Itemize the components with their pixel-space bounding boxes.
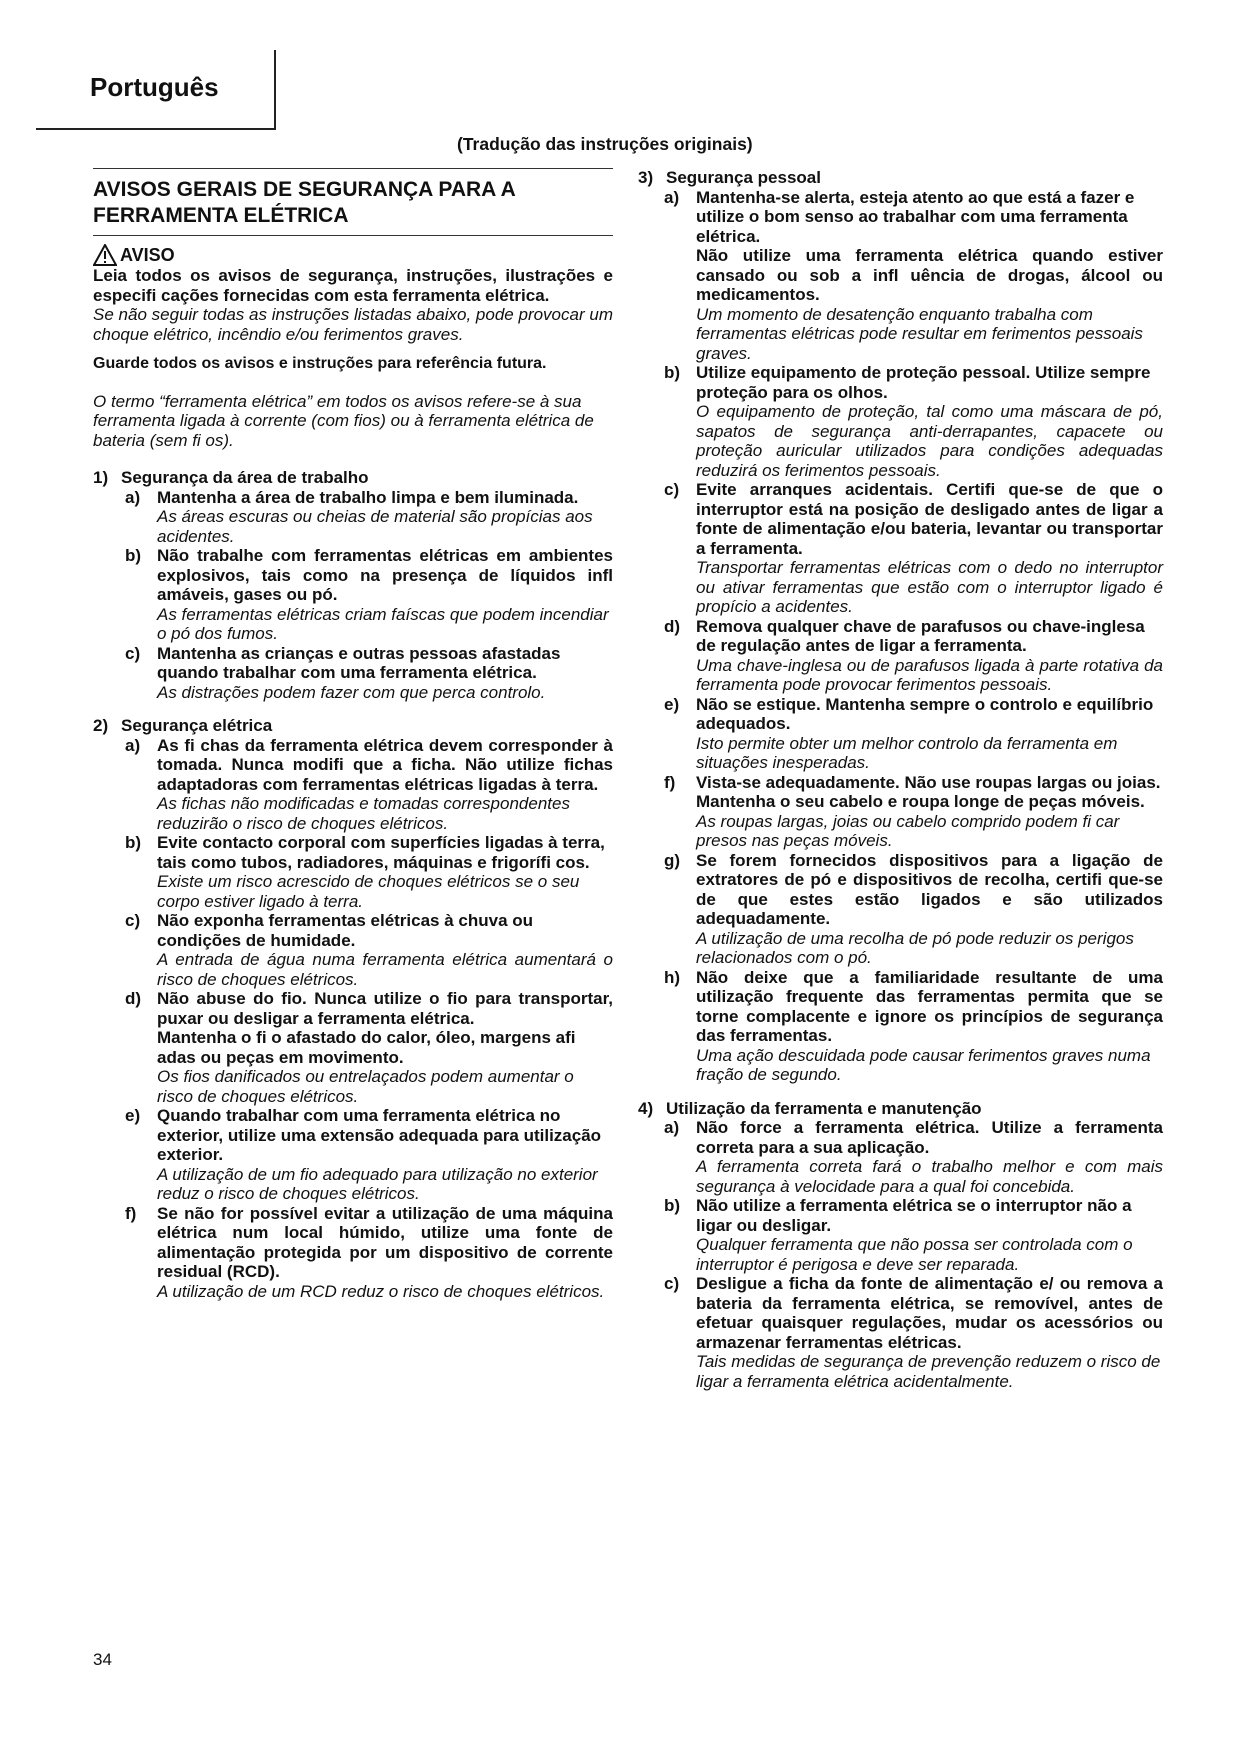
item-italic: As áreas escuras ou cheias de material são propícias aos acidentes. — [157, 507, 593, 546]
item-letter: b) — [664, 363, 681, 382]
item-bold: Não exponha ferramentas elétricas à chuva ou condições de humidade. — [157, 911, 534, 950]
item-letter: e) — [125, 1106, 141, 1125]
list-item — [664, 851, 1163, 968]
list-item — [125, 1204, 613, 1302]
item-italic: Os fios danificados ou entrelaçados podem aumentar o risco de choques elétricos. — [157, 1067, 574, 1106]
list-item — [125, 989, 613, 1106]
item-italic: Existe um risco acrescido de choques elétricos se o seu corpo estiver ligado à terra. — [157, 872, 580, 911]
section-number: 3) — [638, 168, 654, 187]
item-italic: A utilização de uma recolha de pó pode reduzir os perigos relacionados com o pó. — [696, 928, 1134, 967]
item-letter: a) — [664, 187, 680, 207]
item-bold: Utilize equipamento de proteção pessoal. Utilize sempre proteção para os olhos. — [696, 363, 1151, 402]
item-bold: Não abuse do fio. Nunca utilize o fio para transportar, puxar ou desligar a ferramenta elétrica. — [157, 989, 613, 1028]
section-3-heading — [638, 168, 1163, 188]
warning-bold-text: Leia todos os avisos de segurança, instruções, ilustrações e especifi cações fornecidas com esta ferramenta elétrica. — [93, 266, 613, 305]
item-bold: Evite contacto corporal com superfícies ligadas à terra, tais como tubos, radiadores, máquinas e frigorífi cos. — [157, 833, 605, 872]
item-italic: A ferramenta correta fará o trabalho melhor e com mais segurança à velocidade para a qual foi concebida. — [696, 1157, 1163, 1196]
section-title: Segurança pessoal — [666, 168, 821, 187]
item-bold: As fi chas da ferramenta elétrica devem corresponder à tomada. Nunca modifi que a ficha. Não utilize fichas adaptadoras com ferramentas elétricas ligadas à terra. — [157, 735, 613, 794]
list-item — [664, 773, 1163, 851]
section-number: 1) — [93, 468, 109, 487]
item-bold: Desligue a ficha da fonte de alimentação e/ ou remova a bateria da ferramenta elétrica, se removível, antes de efetuar quaisquer regulações, mudar os acessórios ou armazenar ferramentas elétricas. — [696, 1274, 1163, 1352]
item-bold: Não deixe que a familiaridade resultante de uma utilização frequente das ferramentas permita que se torne complacente e ignore os princípios de segurança das ferramentas. — [696, 967, 1163, 1045]
list-item — [664, 968, 1163, 1085]
item-italic: As ferramentas elétricas criam faíscas que podem incendiar o pó dos fumos. — [157, 604, 609, 643]
item-bold: Mantenha a área de trabalho limpa e bem iluminada. — [157, 487, 579, 507]
warning-label: AVISO — [120, 244, 175, 265]
item-bold: Se forem fornecidos dispositivos para a ligação de extratores de pó e dispositivos de recolha, certifi que-se de que estes estão ligados e são utilizados adequadamente. — [696, 850, 1163, 928]
list-item — [125, 911, 613, 989]
item-letter: b) — [125, 833, 142, 852]
item-bold: Quando trabalhar com uma ferramenta elétrica no exterior, utilize uma extensão adequada para utilização exterior. — [157, 1106, 602, 1164]
list-item — [664, 695, 1163, 773]
item-letter: c) — [664, 1274, 680, 1293]
item-italic: A utilização de um fio adequado para utilização no exterior reduz o risco de choques elétricos. — [157, 1164, 598, 1203]
item-italic: As distrações podem fazer com que perca controlo. — [157, 682, 546, 702]
item-bold-2: Mantenha o fi o afastado do calor, óleo, margens afi adas ou peças em movimento. — [157, 1028, 576, 1067]
section-number: 4) — [638, 1098, 654, 1118]
item-italic: A utilização de um RCD reduz o risco de choques elétricos. — [157, 1281, 605, 1301]
item-italic: Tais medidas de segurança de prevenção reduzem o risco de ligar a ferramenta elétrica acidentalmente. — [696, 1352, 1161, 1391]
item-italic: Qualquer ferramenta que não possa ser controlada com o interruptor é perigosa e deve ser reparada. — [696, 1235, 1133, 1274]
list-item — [664, 480, 1163, 617]
item-letter: a) — [125, 487, 141, 507]
item-italic: Um momento de desatenção enquanto trabalha com ferramentas elétricas pode resultar em ferimentos pessoais graves. — [696, 304, 1143, 363]
page-title: AVISOS GERAIS DE SEGURANÇA PARA A FERRAMENTA ELÉTRICA — [93, 178, 515, 227]
list-item — [125, 644, 613, 703]
list-item — [125, 546, 613, 644]
item-letter: f) — [125, 1203, 137, 1223]
item-bold: Mantenha as crianças e outras pessoas afastadas quando trabalhar com uma ferramenta elétrica. — [157, 643, 561, 682]
section-title: Segurança da área de trabalho — [121, 468, 369, 487]
item-bold: Evite arranques acidentais. Certifi que-se de que o interruptor está na posição de desligado antes de ligar a fonte de alimentação e/ou bateria, levantar ou transportar a ferramenta. — [696, 480, 1163, 558]
list-item — [664, 1274, 1163, 1391]
item-bold: Vista-se adequadamente. Não use roupas largas ou joias. Mantenha o seu cabelo e roupa longe de peças móveis. — [696, 772, 1161, 811]
warning-heading — [93, 244, 613, 266]
item-letter: c) — [125, 643, 141, 663]
item-bold: Se não for possível evitar a utilização de uma máquina elétrica num local húmido, utilize uma fonte de alimentação protegida por um dispositivo de corrente residual (RCD). — [157, 1203, 613, 1281]
item-letter: c) — [125, 911, 141, 930]
list-item — [125, 488, 613, 547]
section-title: Utilização da ferramenta e manutenção — [666, 1098, 982, 1118]
item-letter: h) — [664, 967, 681, 987]
item-bold: Não utilize a ferramenta elétrica se o interruptor não a ligar ou desligar. — [696, 1196, 1132, 1235]
item-italic: Transportar ferramentas elétricas com o dedo no interruptor ou ativar ferramentas que estão com o interruptor ligado é propício a acidentes. — [696, 558, 1163, 616]
item-bold: Não trabalhe com ferramentas elétricas em ambientes explosivos, tais como na presença de líquidos infl amáveis, gases ou pó. — [157, 546, 613, 604]
section-1-heading — [93, 468, 613, 488]
right-column — [638, 168, 1163, 1391]
list-item — [664, 1196, 1163, 1274]
item-bold: Não force a ferramenta elétrica. Utilize a ferramenta correta para a sua aplicação. — [696, 1118, 1163, 1157]
list-item — [664, 617, 1163, 695]
list-item — [664, 1118, 1163, 1196]
list-item — [664, 188, 1163, 364]
item-letter: b) — [664, 1196, 681, 1215]
item-letter: a) — [125, 735, 141, 755]
item-italic: Isto permite obter um melhor controlo da ferramenta em situações inesperadas. — [696, 733, 1118, 772]
warning-italic-text: Se não seguir todas as instruções listadas abaixo, pode provocar um choque elétrico, incêndio e/ou ferimentos graves. — [93, 305, 613, 344]
item-bold: Não se estique. Mantenha sempre o controlo e equilíbrio adequados. — [696, 694, 1154, 733]
item-bold: Mantenha-se alerta, esteja atento ao que está a fazer e utilize o bom senso ao trabalhar com uma ferramenta elétrica. — [696, 187, 1135, 246]
item-italic: O equipamento de proteção, tal como uma máscara de pó, sapatos de segurança anti-derrapantes, capacete ou proteção auricular utilizados para condições adequadas reduzirá os ferimentos pessoais. — [696, 402, 1163, 480]
item-letter: g) — [664, 850, 681, 870]
item-italic: Uma chave-inglesa ou de parafusos ligada à parte rotativa da ferramenta pode provocar ferimentos pessoais. — [696, 655, 1163, 694]
keep-instructions-text: Guarde todos os avisos e instruções para referência futura. — [93, 355, 547, 372]
item-letter: d) — [125, 989, 142, 1008]
section-number: 2) — [93, 716, 109, 735]
item-letter: c) — [664, 480, 680, 499]
item-italic: A entrada de água numa ferramenta elétrica aumentará o risco de choques elétricos. — [157, 950, 613, 989]
list-item — [125, 736, 613, 834]
language-tab — [36, 50, 276, 130]
list-item — [125, 833, 613, 911]
item-letter: f) — [664, 772, 676, 792]
item-italic: As roupas largas, joias ou cabelo comprido podem fi car presos nas peças móveis. — [696, 811, 1120, 850]
section-title: Segurança elétrica — [121, 716, 273, 735]
title-rule-top — [93, 168, 613, 169]
list-item — [664, 363, 1163, 480]
item-letter: b) — [125, 546, 142, 565]
left-column — [93, 168, 613, 1301]
translation-note: (Tradução das instruções originais) — [457, 134, 753, 154]
item-letter: d) — [664, 616, 681, 636]
list-item — [125, 1106, 613, 1204]
warning-triangle-icon — [93, 244, 117, 266]
item-italic: As fichas não modificadas e tomadas correspondentes reduzirão o risco de choques elétricos. — [157, 794, 570, 833]
item-italic: Uma ação descuidada pode causar ferimentos graves numa fração de segundo. — [696, 1045, 1151, 1084]
term-definition-text: O termo “ferramenta elétrica” em todos os avisos refere-se à sua ferramenta ligada à corrente (com fios) ou à ferramenta elétrica de bateria (sem fi os). — [93, 391, 594, 450]
page-number: 34 — [93, 1650, 112, 1669]
item-letter: e) — [664, 694, 680, 714]
item-bold-2: Não utilize uma ferramenta elétrica quando estiver cansado ou sob a infl uência de drogas, álcool ou medicamentos. — [696, 246, 1163, 304]
section-2-heading — [93, 716, 613, 736]
item-letter: a) — [664, 1118, 680, 1137]
item-bold: Remova qualquer chave de parafusos ou chave-inglesa de regulação antes de ligar a ferramenta. — [696, 616, 1145, 655]
title-rule-bottom — [93, 235, 613, 236]
language-label: Português — [90, 72, 219, 102]
section-4-heading — [638, 1099, 1163, 1119]
